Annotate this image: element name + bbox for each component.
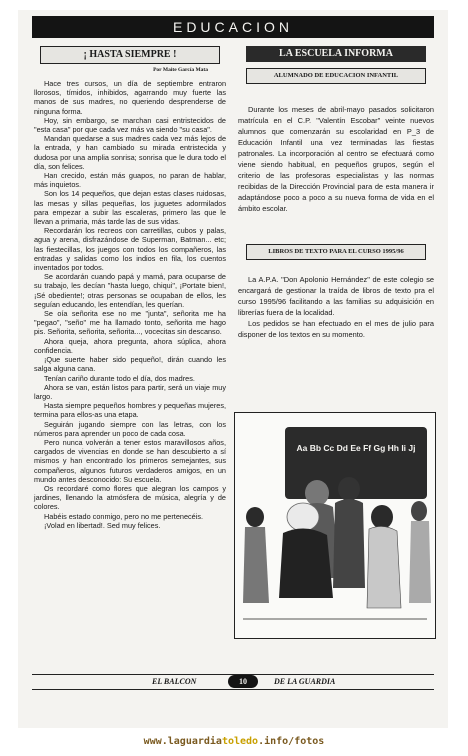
website-watermark (0, 736, 468, 747)
url-suffix: .info/fotos (258, 736, 325, 747)
paragraph: Los pedidos se han efectuado en el mes de julio para disponer de los textos en su momento. (238, 319, 434, 339)
child-head (411, 501, 427, 521)
paragraph: Hoy, sin embargo, se marchan casi entristecidos de "esta casa" por que cada vez más va siendo "su casa". (34, 115, 226, 135)
paragraph: Pero nunca volverán a tener estos maravillosos años, cargados de vivencias en donde se han descubierto a sí mismos y han encontrado los primeros semejantes, sus compañeros, algunos futuros verdaderos amigos, en un mundo antes desconocido: Su escuela. (34, 437, 226, 484)
section-banner: EDUCACION (32, 16, 434, 38)
paragraph: Son los 14 pequeños, que dejan estas clases ruidosas, las mesas y sillas pequeñas, los juguetes adormilados para empezar a subir las escaleras, primero las que le llevan a primaria, más tarde las de sus vidas. (34, 189, 226, 227)
paragraph: Habéis estado conmigo, pero no me pertenecéis. (44, 511, 204, 521)
paragraph: Ahora se van, están listos para partir, será un viaje muy largo. (34, 382, 226, 401)
child-head (246, 507, 264, 527)
paragraph: La A.P.A. "Don Apolonio Hernández" de este colegio se encargará de gestionar la traída de libros de texto pra el curso 1995/96 facilitando a las familias su adquisición en librerías fuera de la localidad. (238, 275, 434, 317)
paragraph: Han crecido, están más guapos, no paran de hablar, más inquietos. (34, 171, 226, 190)
magazine-page (18, 10, 448, 728)
paragraph: ¡Que suerte haber sido pequeño!, dirán cuando les salga alguna cana. (34, 355, 226, 374)
child-body (367, 526, 401, 608)
paragraph: ¡Volad en libertad!. Sed muy felices. (44, 520, 161, 530)
footer-magazine-place: DE LA GUARDIA (274, 677, 336, 686)
footer-magazine-name: EL BALCON (152, 677, 197, 686)
paragraph: Ahora queja, ahora pregunta, ahora súplica, ahora confidencia. (34, 336, 226, 355)
article-author: Por Maite García Mata (153, 67, 208, 73)
child-head-light (287, 503, 319, 531)
right-column (238, 44, 434, 340)
page-number: 10 (228, 675, 258, 688)
child-head (338, 477, 360, 501)
paragraph: Se oía señorita ese no me "junta", señorita me ha "pegao", "seño" me ha llamado tonto, señorita me hago pis. Señorita, señorita, señorita..., vocecitas sin descanso. (34, 309, 226, 337)
classroom-illustration (234, 412, 436, 639)
article-body (34, 79, 226, 530)
subsection-title-libros: LIBROS DE TEXTO PARA EL CURSO 1995/96 (246, 244, 426, 260)
child-body (409, 521, 431, 603)
child-body (333, 499, 365, 588)
paragraph: Tenían cariño durante todo el día, dos madres. (44, 373, 195, 383)
blackboard-text: Aa Bb Cc Dd Ee Ff Gg Hh Ii Jj (296, 443, 416, 453)
paragraph: Durante los meses de abril-mayo pasados solicitaron matrícula en el C.P. "Valentín Escobar" veinte nuevos alumnos que comenzarán su escolaridad en P_3 de Educación Infantil una vez terminadas las fiestas patronales. La incorporación al centro se efectuará como viene siendo habitual, en pequeños grupos, según el criterio de las profesoras especialistas y las normas recibidas de la Dirección Provincial para de esta manera ir adaptándose poco a poco a su nueva forma de vida en el ámbito escolar. (238, 105, 434, 213)
child-head (305, 480, 329, 506)
paragraph: Os recordaré como flores que alegran los campos y jardines, llenando la atmósfera de música, alegría y de colores. (34, 483, 226, 512)
url-highlight: toledo (221, 736, 259, 747)
paragraph: Recordarán los recreos con carretillas, cubos y palas, agua y arena, disfrazándose de Superman, Batman... etc; las fiestecillas, los juegos con todos los compañeros, las entradas y salidas como los indios en fila, los cuentos inventados por todos. (34, 226, 226, 273)
paragraph: Mandan quedarse a sus madres cada vez más lejos de la entrada, y han cambiado su mirada entristecida y dudosa por una amplia sonrisa; sonrisa que le dura todo el día, son felices. (34, 134, 226, 171)
paragraph: Hasta siempre pequeños hombres y pequeñas mujeres, termina para ellos-as una etapa. (34, 401, 226, 420)
url-prefix: www.laguardia (143, 736, 222, 747)
article-title-hasta-siempre: ¡ HASTA SIEMPRE ! (40, 46, 220, 64)
page-footer (32, 674, 434, 690)
child-body (243, 527, 269, 603)
child-dress (279, 528, 333, 598)
child-head (371, 505, 393, 529)
paragraph: Seguirán jugando siempre con las letras, con los números para aprender un poco de cada cosa. (34, 419, 226, 438)
paragraph: Se acordarán cuando papá y mamá, para ocuparse de su trabajo, les decían "hasta luego, chiqui", ¡Portate bien!, ¡Sé obediente!; otras personas se ocupaban de ellos, les seguían educando, les entendían, les querían. (34, 272, 226, 309)
section-title-escuela-informa: LA ESCUELA INFORMA (246, 46, 426, 62)
subsection-title-alumnado: ALUMNADO DE EDUCACION INFANTIL (246, 68, 426, 84)
paragraph: Hace tres cursos, un día de septiembre entraron llorosos, tímidos, inhibidos, agarrando muy fuerte las manos de sus madres, no queriendo desprenderse de ninguna forma. (34, 79, 226, 116)
left-column (34, 44, 226, 530)
libros-body (238, 274, 434, 340)
alumnado-body (238, 104, 434, 214)
children-at-blackboard-drawing (235, 413, 435, 638)
